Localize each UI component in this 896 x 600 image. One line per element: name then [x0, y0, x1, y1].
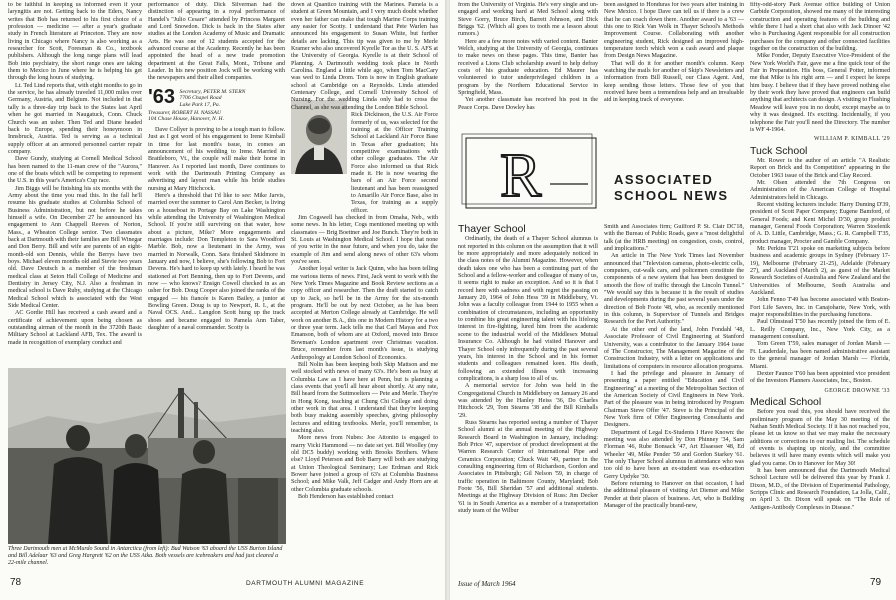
paragraph: Before returning to Hanover on that occasion, I had the additional pleasure of visiting Art Diemer and Mike Pender at their places of business. Art, who is Building Manager of the practically brand-new, [604, 481, 744, 510]
left-col-3 [291, 2, 438, 576]
paragraph: I had the privilege and pleasure in January of presenting a paper entitled "Education and Civil Engineering" at a meeting of the Metropolitan Section of the American Society of Civil Engineers in New York. Part of the pleasure was in being introduced by Program Chairman Steve Offer '47. Steve is the Principal of the New York firm of Offer Engineering Consultants and Designers. [604, 370, 744, 429]
paragraph: Dave Gundy, studying at Cornell Medical School has been named to the 11-man crew of the "Aurora," one of the boats which will be competing to represent the U.S. in this year's America's Cup race. [8, 156, 142, 185]
secretary-name: Secretary, PETER M. STERN [179, 88, 246, 95]
paragraph: Tom Green T'59, sales manager of Jordan Marsh — Ft. Lauderdale, has been named administrative assistant to the general manager of Jordan Marsh — Florida, Miami. [750, 341, 890, 370]
paragraph: from the University of Virginia. He's very single and un-engaged and working hard at Med School along with Steve Gorry, Bruce Birch, Barrett Johnson, and Dick Briggs '62. (Which all goes to tooth me a lesson about rumors.) [458, 2, 598, 38]
associated-title-line-2: SCHOOL NEWS [614, 188, 729, 203]
treasurer-address: 104 Chase House, Hanover, N. H. [148, 116, 224, 123]
paragraph: Bob Henderson has established contact [298, 494, 394, 501]
paragraph: Ordinarily, the death of a Thayer School alumnus is not reported in this column on the assumption that it will be more appropriately and more adequately noticed in the class notes of the Alumni Magazine. However, when death takes one who has been a continuing part of the School and a fellow-worker and colleague of many of us, it seems right to make an exception. And so it is that I record here with sadness and with regret the passing on January 20, 1964 of John Hess '39 in Middlebury, Vt. John was a faculty colleague from 1944 to 1955 when a combination of circumstances, including an opportunity to combine his great engineering talent with his lifelong interest in fire-fighting, lured him from the academic scene to the industrial world of the Middlesex Mutual Insurance Co. Although he had visited Hanover and Thayer School only infrequently during the past several years, his interest in the School and in his former students and colleagues remained keen. His death, following an extended illness with increasing complications, is a sharp loss to all of us. [458, 236, 598, 382]
paragraph: Russ Stearns has reported seeing a number of Thayer School alumni at the annual meeting of the Highway Research Board in Washington in January, including: Bob Price '47, supervisor of product development at the Warren Research Center of International Pipe and Ceramics Corporation; Chuck Wait '49, partner in the consulting engineering firm of Richardson, Gordon and Associates in Pittsburgh; Gil Nelson '59, in charge of traffic operation in Baltimore County, Maryland; Bob Foote '56, Bill Sheridan '57 and additional students. Meetings at the Highway Division of Russ: Jim Decker '61 is in South America as a member of a transportation study team of the Wilbur [458, 419, 598, 515]
paragraph: Smith and Associates firm; Guilford P. St. Clair DC'18, with the Bureau of Public Roads, gave a "most delightful talk (at the HRB meeting) on congestion, costs, control, and implications." [604, 224, 744, 253]
treasurer-name: Treasurer, ROBERT H. NASSAU [148, 110, 221, 116]
paragraph: Dexter Faunce T'60 has been appointed vice president of the Investors Planners Associates, Inc., Boston. [750, 370, 890, 385]
class-year-numeral: '63 [148, 85, 176, 108]
paragraph: down at Quantico training with the Marines. Pamela is a student at Green Mountain, and I very much doubt whether even her father can make that tough Marine Corps training any easier for Scotty. I understand that Pete Warlen has announced his engagement to Susan White, but further details are lacking. This tip was given to me by Merle Kramer who also uncovered Kyrelle Tor as the U. S. AFS at the University of Georgia. Kyrelle is at their School of Planning. A Dartmouth wedding took place in North Carolina. England a little while ago, when Tom MacCary was wed to Linda Drom. Tom is now in English graduate school at Cambridge on a Reynolds. Linda attended Centenary College, and Cornell University School of Nursing. For the wedding Linda only had to cross the Channel, as she was attending the London Bible School. [291, 2, 438, 111]
paragraph: Here's a threshold that I'd like to see: Mike Jarvis, married over the summer to Carol Ann Becker, is living on a houseboat in Portage Bay on Lake Washington while attending the University of Washington Medical School. If you're still surviving on that water, how about a picture, Mike? More engagements and marriages include: Don Templeton to Sara Woodford Marble. Bob, now a lieutenant in the Army, was married in Norwalk, Conn. Sara finished Skidmore in January and now, I believe, she's following Bob to Fort Devens. He's hard to keep up with lately. I heard he was stationed at Fort Benning, then up to Fort Devens, and now — who knows? Ensign Cowell checked in as an usher for Bob. Doug Cooper also joined the ranks of the engaged — his fiancée is Karen Bailey, a junior at Bowling Green. Doug is up to Newport, R. I., at the Naval OCS. And... Langdon Scott hung up the track shoes and became engaged to Pamela Ann Taber, daughter of a naval commander. Scotty is [148, 192, 285, 332]
paragraph: More news from Nubes: Joe Attonito is engaged to marry Vicki Hammond — no date set yet. Bill Woolley (my old DC5 buddy) working with Brooks Brothers. Where else? Lloyd Peterson and Bob Barry will both are studying at Union Theological Seminary; Lee Erdman and Rick Bower have joined a group of 63's at Columbia Business School; and Mike Valk, Jeff Cadger and Andy Horn are at other Columbia graduate schools. [291, 435, 438, 493]
footer-magazine-title: DARTMOUTH ALUMNI MAGAZINE [246, 580, 365, 587]
right-page [450, 0, 896, 600]
paragraph: Yet another classmate has received his post in the Peace Corps. Dave Dowley has [458, 97, 598, 111]
paragraph: fifty-odd-story Park Avenue office building of Union Carbide Corporation, showed me many of the interesting construction and operating features of the building and while there I had a short chat also with Jack Dinoer '42 who is Purchasing Agent responsible for all construction purchases for the company and other connected facilities together on the construction of the building. [750, 2, 890, 53]
treasurer-block [148, 110, 285, 123]
paragraph: AC Gordie Hill has received a cash award and a certificate of achievement upon being chosen as outstanding airman of the month in the 3720th Basic Military School at Lackland AFB, Tex. The award is made in recognition of exemplary conduct and [8, 310, 142, 346]
paragraph: That will do it for another month's column. Keep watching the mails for another of Skip's Newsletters and information from Bill Russell, our Class Agent. And, keep sending those letters. Those few of you that received have been a tremendous help and an invaluable aid in keeping track of everyone. [604, 60, 744, 104]
paragraph: Before you read this, you should have received the preliminary program of the May 30 meeting of the Nathan Smith Medical Society. If it has not reached you, please let us know so that we may make the necessary additions or corrections in our mailing list. The schedule of events is shaping up nicely, and the committee believes it will have many events which will make you glad you came. On to Hanover for May 30! [750, 409, 890, 467]
paragraph: Another loyal writer is Jack Quinn, who has been telling me various items of news. First, Jack went to work with the New York Times Magazine and Book Review sections as a copy officer and researcher. Then the draft started to catch up to Jack, so he'll be in the Army for the six-month program. He'll be out by next October, as he has been accepted at Merton College already at Cambridge. He will work on another B.A., this one in Modern History for a two or three year term. Jack tells me that Carl Mayas and Fox Emanson, both of whom are at Oxford, moved into Bruce Bowman's London apartment over Christmas vacation. Bruce, remember from last month's issue, is studying Anthropology at London School of Economics. [291, 266, 438, 361]
right-col-1-top [458, 2, 598, 126]
thayer-school-heading: Thayer School [458, 224, 526, 235]
monogram-r-icon [460, 132, 610, 218]
paragraph: Mike Fonder, Deputy Executive Vice-President of the New York World's Fair, gave me a fine quick tour of the Fair in Preparation. His boss, General Potter, informed me that Mike is his right arm — and I expect he keeps him busy. I believe that if they have proved nothing else by their work they have proved that engineers can build anything that architects can design. A visiting to Flushing Meadow will leave you in no doubt, except maybe as to why it was designed. It's exciting. Incidentally, if you telephone the Fair you'll need the Directory. The number is WF 4-1964. [750, 53, 890, 133]
signature-drowne: GEORGE DROWNE '33 [824, 387, 890, 394]
signature-kimball: WILLIAM P. KIMBALL '29 [814, 136, 890, 143]
paragraph: A memorial service for John was held in the Congregational Church in Middlebury on January 26 and was attended by the Hanley Heiss '36, Do Charles Hitchcock '29, Tom Stearns '38 and the Bill Kimballs '29. [458, 383, 598, 419]
paragraph: Dave Collyer is proving to be a tough man to follow. Just as I got word of his engagement to Irene Kimball in time for last month's issue, in comes an announcement of his wedding to Irene. Married in Brattleboro, Vt., the couple will make their home in Hanover. As I reported last month, Dave continues to work with the Dartmouth Printing Company as advertising and layout man while his bride studies nursing at Mary Hitchcock. [148, 126, 285, 192]
paragraph: been assigned to Honduras for two years after training in New Mexico. I hope Dave can tell us if there is a crew that he can coach down there. Another award to a '63 — this one to Rick Van Wolk in Thayer School's Methods Improvement Course. Collaborating with another engineering student, Rick designed an improved high-temperature torch which won a cash award and plaque from Design News Magazine. [604, 2, 744, 60]
paragraph: Jim Biggs will be finishing his six months with the Army about the time you read this. In the fall he'll resume his graduate studies at Columbia School of Business Administration, but not before he takes himself a wife. On December 27 he announced his engagement to Ann Chappell Reeves of Norton, Mass., a Wheaton College senior. Two classmates back at Dartmouth with their families are Bill Winegar and Don Berry. Bill and wife are parents of an eight-month-old son Dennis, while the Berrys have two boys. Michael eleven months old and Stevie two years old. Dave Deutsch is a member of the freshman medical class at Seton Hall College of Medicine and Dentistry in Jersey City, N.J. Also a freshman in medical school is Dave Ruby, studying at the Chicago Medical School which is associated with the West Side Medical Center. [8, 185, 142, 310]
medical-school-heading: Medical School [750, 395, 822, 408]
paragraph: Lt. Ted Lind reports that, with eight months to go in the service, he has already traveled 11,000 miles over Germany, Austria, and Belgium. Not included in that tally is a three-day trip back to the States last April when he got married in Naugatuck, Conn. Chuck Church was an usher. Then Ted and Diane headed back to Europe, spending their honeymoon in Innsbruck, Austria. Ted is serving as a technical supply officer at an armored personnel carrier repair company. [8, 82, 142, 155]
paragraph: to be faithful in keeping us informed even if your laryngitis are not. Getting back to the Eders, Nancy writes that Bob has returned to his first choice of a profession — medicine — after a year's graduate study in French literature at Princeton. They are now living in Chicago where Nancy is also working as a researcher for Scott, Foresman & Co., textbook publishers. Although the long range plans will lead Bob into psychiatry, the short range ones are taking them to Mexico in June where he is helping his get through the long hours of studying. [8, 2, 142, 82]
left-page [0, 0, 446, 600]
class-secretary-block [148, 87, 285, 108]
associated-school-news-logo [460, 132, 610, 218]
associated-title-line-1: ASSOCIATED [614, 172, 714, 187]
paragraph: Mr. Rower is the author of an article "A Realistic Report on Brick and Its Competition" appearing in the October 1963 issue of the Brick and Clay Record. [750, 157, 890, 179]
secretary-address-2: Lake Park 17, Pa. [179, 101, 221, 108]
left-col-2 [148, 2, 285, 364]
paragraph: John Fenno T'49 has become associated with Boston-Fort Life Savers, Inc. in Canajoharie, New York, with major responsibilities in the purchasing functions. [750, 297, 890, 319]
paragraph: Department of Legal Ex-Students I Have Known: the meeting was also attended by Don Phinney '34, Sam Florman '46, Rube Bonsack '47, Art Elsaesser '48, Ed Wheeler '49, Mike Pender '59 and Gordon Starkey '61. The only Thayer School alumnus in attendance who was too old to have been an ex-student was ex-education Gerry Updyke '30. [604, 429, 744, 480]
footer-issue-date: Issue of March 1964 [458, 580, 516, 588]
paragraph: Mr. Olsen attended the 7th Congress on Administration of the American College of Hospital Administrators held in Chicago. [750, 179, 890, 201]
tuck-school-heading: Tuck School [750, 144, 808, 157]
associated-school-news-title [614, 172, 746, 204]
paragraph: Jim Cogswell has checked in from Omaha, Neb., with some news. In his letter, Cogs mentioned meeting up with classmates — Brig Boettner and Joe Bunch. They're both in St. Louis at Washington Medical School. I hope that none of you write in the near future, and when you do, take the example of Jim and send along news of other 63's whom you've seen. [291, 214, 438, 266]
paragraph: Paul Olmstead T'50 has recently joined the firm of E. L. Reilly Company, Inc., New York City, as a management consultant. [750, 319, 890, 341]
paragraph: It has been announced that the Dartmouth Medical School Lecture will be delivered this year by Frank J. Dixon, M.D., of the Division of Experimental Pathology, Scripps Clinic and Research Foundation, La Jolla, Calif., on April 3. Dr. Dixon will speak on "The Role of Antigen-Antibody Complexes in Disease." [750, 467, 890, 511]
page-number-right: 79 [870, 577, 882, 588]
right-col-3 [750, 2, 890, 576]
svg-text:R: R [500, 142, 542, 210]
paragraph: Here are a few more notes with varied content. Banter Welch, studying at the University of Georgia, continues to make news on these pages. This time, Banter has received a Lions Club scholarship award to help defray costs of his graduate education. Ed Maurer has volunteered to tutor underprivileged children in a program by the Northern Educational Service in Springfield, Mass. [458, 38, 598, 97]
paragraph: Bill Nolin has been keeping both Skip Mattson and me well stocked with news of many 63's. He's been as busy at Columbia Law as I have here at Penn, but is planning a class events that you'll all hear about shortly. At any rate, Bill heard from the Suttmoelters — Pete and Merle. They're in Hong Kong, teaching at Chung Chi College and doing other work in that area. I understand that they're keeping both busy making assembly speeches, giving philosophy lectures and editing textbooks. Merle, you'll remember, is teaching also. [291, 361, 438, 434]
paragraph: An article in The New York Times last November announced that "Television cameras, photo-electric cells, computers, cut-walk cars, and policemen constitute the components of a new system that has been designed to smooth the flow of traffic through the Lincoln Tunnel." "We would say this is because it is the result of studies and developments during the past several years under the direction of Bob Foote '48, who, as recently mentioned in this column, is Supervisor of Tunnels and Bridges Research for the Port Authority." [604, 253, 744, 326]
paragraph: performance of duty. Dick Silverman had the distinction of appearing in a royal performance of Handel's "Julio Cesare" attended by Princess Margaret and Lord Snowdon. Dick is back in the States after studies at the London Academy of Music and Dramatic Arts. He was one of 12 students accepted for the advanced course at the Academy. Recently he has been appointed the head of a new trade promotion department at the Great Falls, Mont., Tribune and Leader. In his new position Jock will be working with the newspapers and their allied companies. [148, 2, 285, 82]
thayer-col-2 [604, 224, 744, 576]
paragraph: Rick Dickinson, the U.S. Air Force formerly of us, was selected for the training at the Officer Training School at Lackland Air Force Base in Texas after graduation; his competitive examinations with other college graduates. The Air Force also informed us that Rick made it. He is now wearing the bars of an Air Force second lieutenant and has been reassigned to Amarillo Air Force Base, also in Texas, for training as a supply officer. [351, 112, 438, 214]
right-col-2-top [604, 2, 744, 126]
page-number-left: 78 [10, 577, 22, 588]
antarctica-photo [8, 368, 286, 544]
paragraph: Recent visiting lecturers include: Harry Duming D'39, president of Scott Paper Company; Eugene Bamford, of General Foods; and Kent Michel D'30, group product manager, General Foods Corporation; Warren Stoelenik of A. D. Little, Cambridge, Mass.; G. R. Campbell T'35, product manager, Procter and Gamble Company. [750, 201, 890, 245]
paragraph: Mr. Perkins T'21 spoke on marketing subjects before business and academic groups in Sydney (February 17-19), Melbourne (February 21-25), Adelaide (February 27), and Auckland (March 2), as guest of the Market Research Societies of Australia and New Zealand and the Universities of Melbourne, South Australia and Auckland. [750, 246, 890, 297]
secretary-address-1: 7706 Chapel Road [179, 95, 222, 102]
paragraph: At the other end of the land, John Fondahl '48, Associate Professor of Civil Engineering at Stanford University, was a contributor to the January 1964 issue of The Constructor, The Management Magazine of the Construction Industry, with a letter on applications and limitations of computers in resource allocation programs. [604, 326, 744, 370]
thayer-col-1 [458, 224, 598, 576]
photo-caption: Three Dartmouth men at McMurdo Sound in Antarctica (from left): Bud Watson '63 aboard the USS Burton Island and Bill Adelaar '63 and Greg Hargrett '62 on the USS Atka. Both vessels are icebreakers and had just cleared a 22-mile channel. [8, 546, 283, 566]
